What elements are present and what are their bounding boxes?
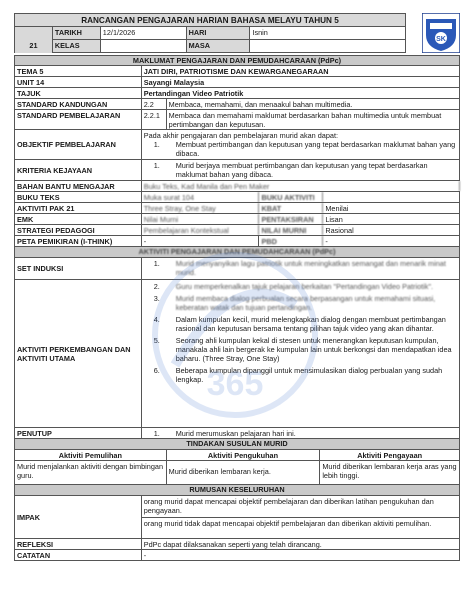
item-num: 3.	[153, 294, 160, 303]
item-text: Guru memperkenalkan tajuk pelajaran berkaitan "Pertandingan Video Patriotik".	[175, 282, 434, 291]
sk-text: Membaca, memahami, dan menaakul bahan multimedia.	[167, 99, 460, 109]
pbd-label: PBD	[259, 236, 323, 246]
kelas-value	[101, 40, 187, 52]
pentaksiran-value: Lisan	[323, 214, 460, 224]
bbm-label: BAHAN BANTU MENGAJAR	[15, 181, 142, 191]
tajuk-value: Pertandingan Video Patriotik	[142, 88, 460, 98]
item-text: Beberapa kumpulan dipanggil untuk mensimulasikan dialog perbualan yang sudah lengkap.	[175, 366, 443, 384]
set-induksi-text: Murid menyanyikan lagu patriotik untuk meningkatkan semangat dan menarik minat murid.	[175, 259, 446, 277]
aktiviti-heading	[14, 247, 460, 258]
tajuk-label: TAJUK	[15, 88, 142, 98]
pemulihan-heading: Aktiviti Pemulihan	[15, 450, 167, 460]
pak21-value: Three Stray, One Stay	[142, 203, 260, 213]
refleksi-label: REFLEKSI	[15, 539, 142, 549]
hari-value: Isnin	[250, 27, 406, 39]
buku-teks-value: Muka surat 104	[142, 192, 260, 202]
set-induksi-content	[142, 258, 460, 279]
perkembangan-item	[144, 294, 457, 312]
objektif-label: OBJEKTIF PEMBELAJARAN	[15, 130, 142, 159]
pengayaan-text: Murid diberikan lembaran kerja aras yang lebih tinggi.	[320, 461, 460, 484]
nilai-murni-value: Rasional	[323, 225, 460, 235]
objektif-content	[142, 130, 460, 159]
perkembangan-item	[144, 282, 457, 291]
item-text: Dalam kumpulan kecil, murid melengkapkan dialog dengan membuat pertimbangan rasional dan keputusan bersama tentang pilihan tajuk video yang akan dihantar.	[175, 315, 446, 333]
school-logo-icon	[422, 13, 460, 53]
pengukuhan-heading: Aktiviti Pengukuhan	[167, 450, 321, 460]
catatan-value: -	[142, 550, 460, 560]
strategi-label: STRATEGI PEDAGOGI	[15, 225, 142, 235]
sp-label: STANDARD PEMBELAJARAN	[15, 110, 142, 129]
perkembangan-item	[144, 315, 457, 333]
perkembangan-content	[142, 280, 460, 427]
peta-label: PETA PEMIKIRAN (I-THINK)	[15, 236, 142, 246]
kriteria-text: Murid berjaya membuat pertimbangan dan keputusan yang tepat berdasarkan maklumat bahan yang dibaca.	[175, 161, 428, 179]
item-text: Seorang ahli kumpulan kekal di stesen untuk menerangkan keputusan kumpulan, manakala ahli lain bergerak ke kumpulan lain untuk berkongsi dan mendapatkan idea baharu. (Three Stray, One Stay)	[175, 336, 452, 363]
tema-label: TEMA 5	[15, 66, 142, 76]
page-title: RANCANGAN PENGAJARAN HARIAN BAHASA MELAYU TAHUN 5	[14, 13, 406, 27]
aktiviti-heading-text: AKTIVITI PENGAJARAN DAN PEMUDAHCARAAN (PdPc)	[138, 247, 336, 256]
item-text: Murid membaca dialog perbualan secara berpasangan untuk memahami situasi, keberatan watak dan tujuan pertandingan.	[175, 294, 436, 312]
item-num: 5.	[153, 336, 160, 345]
perkembangan-label: AKTIVITI PERKEMBANGAN DAN AKTIVITI UTAMA	[15, 280, 142, 427]
sp-code: 2.2.1	[142, 110, 167, 129]
unit-value: Sayangi Malaysia	[142, 77, 460, 87]
impak-line-1: orang murid dapat mencapai objektif pembelajaran dan diberikan latihan pengukuhan dan pengayaan.	[142, 496, 460, 518]
kriteria-num: 1.	[153, 161, 160, 170]
nilai-murni-label: NILAI MURNI	[259, 225, 323, 235]
hari-label: HARI	[187, 27, 251, 39]
sk-code: 2.2	[142, 99, 167, 109]
impak-line-2: orang murid tidak dapat mencapai objektif pembelajaran dan diberikan aktiviti pemulihan.	[142, 518, 460, 539]
set-induksi-num: 1.	[153, 259, 160, 268]
item-num: 2.	[153, 282, 160, 291]
sp-text: Membaca dan memahami maklumat berdasarkan bahan multimedia untuk membuat pertimbangan dan keputusan.	[167, 110, 460, 129]
sk-label: STANDARD KANDUNGAN	[15, 99, 142, 109]
peta-value: -	[142, 236, 260, 246]
emk-value: Nilai Murni	[142, 214, 260, 224]
buku-teks-label: BUKU TEKS	[15, 192, 142, 202]
kelas-label: KELAS	[53, 40, 101, 52]
pemulihan-text: Murid menjalankan aktiviti dengan bimbingan guru.	[15, 461, 167, 484]
watermark-text: 365	[206, 365, 264, 403]
perkembangan-item	[144, 336, 457, 363]
item-num: 4.	[153, 315, 160, 324]
rumusan-heading: RUMUSAN KESELURUHAN	[14, 485, 460, 496]
tema-value: JATI DIRI, PATRIOTISME DAN KEWARGANEGARAAN	[142, 66, 460, 76]
bbm-value: Buku Teks, Kad Manila dan Pen Maker	[142, 181, 460, 191]
refleksi-value: PdPc dapat dilaksanakan seperti yang telah dirancang.	[142, 539, 460, 549]
penutup-num: 1.	[153, 429, 160, 438]
pak21-label: AKTIVITI PAK 21	[15, 203, 142, 213]
tarikh-value: 12/1/2026	[101, 27, 187, 39]
buku-aktiviti-label: BUKU AKTIVITI	[259, 192, 323, 202]
header-area	[14, 13, 460, 53]
objektif-item	[144, 140, 457, 158]
tarikh-label: TARIKH	[53, 27, 101, 39]
penutup-text: Murid merumuskan pelajaran hari ini.	[175, 429, 296, 438]
penutup-content	[142, 428, 460, 438]
logo-text: SK	[436, 36, 446, 43]
kbat-label: KBAT	[259, 203, 323, 213]
masa-label: MASA	[187, 40, 251, 52]
maklumat-heading: MAKLUMAT PENGAJARAN DAN PEMUDAHCARAAN (PdPc)	[14, 55, 460, 66]
kriteria-label: KRITERIA KEJAYAAN	[15, 160, 142, 180]
minggu-value: 21	[15, 27, 53, 53]
rph-page	[14, 13, 460, 561]
objektif-intro: Pada akhir pengajaran dan pembelajaran murid akan dapat:	[143, 131, 339, 140]
penutup-label: PENUTUP	[15, 428, 142, 438]
emk-label: EMK	[15, 214, 142, 224]
masa-value	[250, 40, 406, 52]
perkembangan-item	[144, 366, 457, 384]
catatan-label: CATATAN	[15, 550, 142, 560]
strategi-value: Pembelajaran Kontekstual	[142, 225, 260, 235]
pentaksiran-label: PENTAKSIRAN	[259, 214, 323, 224]
set-induksi-label: SET INDUKSI	[15, 258, 142, 279]
impak-content	[142, 496, 460, 538]
kbat-value: Menilai	[323, 203, 460, 213]
objektif-text: Membuat pertimbangan dan keputusan yang tepat berdasarkan maklumat bahan yang dibaca.	[175, 140, 456, 158]
impak-label: IMPAK	[15, 496, 142, 538]
item-num: 6.	[153, 366, 160, 375]
objektif-num: 1.	[153, 140, 160, 149]
pbd-value: -	[323, 236, 460, 246]
susulan-heading: TINDAKAN SUSULAN MURID	[14, 439, 460, 450]
pengayaan-heading: Aktiviti Pengayaan	[320, 450, 460, 460]
pengukuhan-text: Murid diberikan lembaran kerja.	[167, 461, 321, 484]
buku-aktiviti-value	[323, 192, 460, 202]
kriteria-content	[142, 160, 460, 180]
unit-label: UNIT 14	[15, 77, 142, 87]
